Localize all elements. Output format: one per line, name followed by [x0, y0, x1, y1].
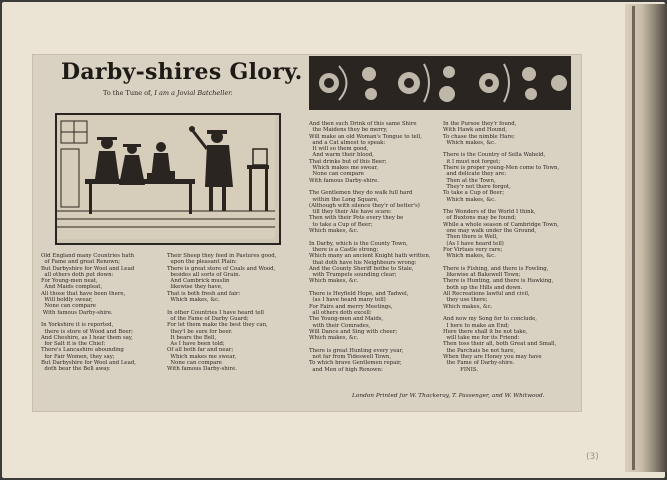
tune-name: I am a Jovial Batcheller.	[154, 89, 233, 97]
woodcut-figures	[57, 115, 275, 239]
spine-edge	[632, 6, 635, 470]
ornamental-border	[309, 56, 571, 110]
tune-prefix: To the Tune of,	[103, 89, 155, 97]
page-number: (3)	[586, 452, 599, 462]
imprint-line: London Printed for W. Thackeray, T. Passenger, and W. Whitwood.	[352, 393, 545, 399]
verse-column-2: Their Sheep they feed in Pastures good, upon the pleasant Plain: There is great store of Coals and Wood, besides all sorts of Grain. And Cambrick muslin likewise they have, That is both fresh and fair: Which makes, &c. In other Countries I have heard tell of the Fame of Darby Guard; For let them make the best they can, they'l be sure for beer. It bears the Bell, As I have been told; Of all both far and near; Which makes me swear, None can compare With famous Darby-shire.	[167, 253, 277, 373]
verse-column-1: Old England many Countries hath of Fame and great Renown; But Darbyshire for Wool and Lead all others doth put down: For Young-men neat, And Maids compleat, All those that have been there, Will boldly swear, None can compare With famous Darby-shire. In Yorkshire it is reported, there is store of Wood and Beer; And Cheshire, as I hear them say, for Salt it is the Chief: There's Lancashire abounding for Fair Women, they say; But Darbyshire for Wool and Lead, doth bear the Bell away.	[41, 253, 136, 373]
tune-line	[103, 89, 233, 97]
verse-column-4: In the Pursoe they'r found, With Hawk and Hound, To chase the nimble Hare; Which makes, &c. There is the Country of Sella Waheld, it I must not forget; There is proper young-Men come to Town, and delicate they are: Then at the Town, They'r not there forgot, To take a Cup of Beer; Which makes, &c. The Wonders of the World I think, of Buxtons may be found; While a whole season of Cambridge Town, one may walk under the Ground, Then there is Well, (As I have heard tell) For Virtues very rare; Which makes, &c. There is Fishing, and there is Fowling, likewise at Bakewell Town; There is Hunting, and there is Hawking, both up the Hills and down. All Recreations lawful and civil, they use there; Which makes, &c. And now my Song for to conclude, I here to make an End; Here there shall it be not take, will take me for its Friend: Then toss their all, both Great and Small, the Parchais be not hare, When they are Honey you may have the Fame of Darby-shire. FINIS.	[443, 121, 560, 373]
broadside-sheet	[33, 55, 581, 411]
ballad-title: Darby-shires Glory.	[61, 59, 303, 85]
verse-column-3: And then such Drink of this same Shire the Maidens they be merry, Will make an old Woman's Tongue to tell, and a Cat almost to speak: It will so them good, And warm their blood, That drinks but of this Beer; Which makes me swear, None can compare With famous Darby-shire. The Gentlemen they do walk full hard within the Long Square, (Although with silence they'r of better's) till they their Ale have scare: Then with their Pots every they be to take a Cup of Beer; Which makes, &c. In Darby, which is the County Town, there is a Castle strong; Which many an ancient Knight hath written, that doth have his Neighbours wrong: And the County Sheriff bothe to Stale, with Trumpets sounding clear; Which makes, &c. There is Heyfield Hope, and Tadwel, (as I have heard many tell) For Fairs and merry Meetings, all others doth excell: The Young-men and Maids, with their Comrades, Will Dance and Sing with cheer; Which makes, &c. There is great Hunting every year, not far from Tideswell Town, To which brave Gentlemen repair, and Men of high Renown:	[309, 121, 431, 373]
woodcut-illustration	[55, 113, 281, 245]
